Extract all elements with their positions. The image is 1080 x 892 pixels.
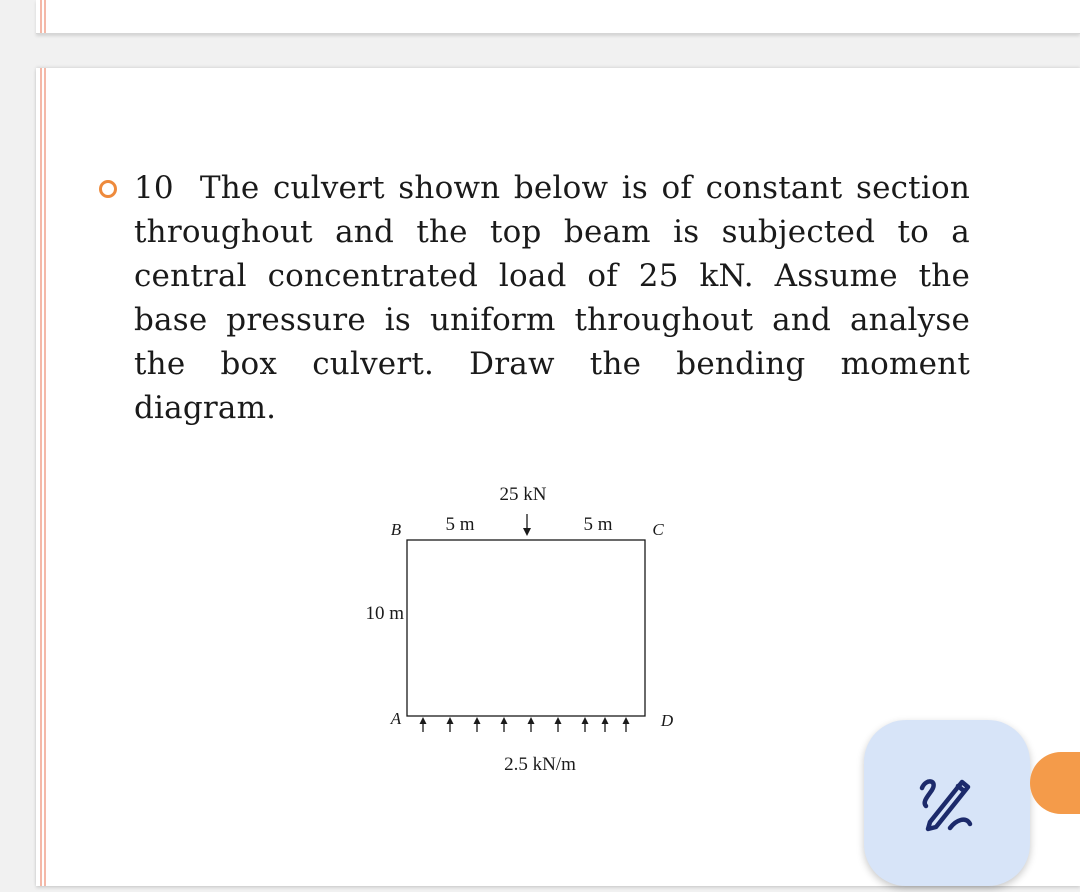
corner-b-label: B — [390, 520, 402, 539]
arrow-up-icon — [602, 717, 609, 732]
question-number: 10 — [134, 170, 174, 206]
annotate-fab-button[interactable] — [864, 720, 1030, 886]
corner-d-label: D — [660, 711, 674, 730]
margin-line-right — [44, 0, 46, 33]
previous-page — [36, 0, 1080, 34]
corner-a-label: A — [390, 709, 402, 728]
culvert-diagram-svg — [340, 470, 700, 790]
arrow-up-icon — [623, 717, 630, 732]
pen-edit-icon — [916, 772, 978, 834]
load-label: 25 kN — [499, 484, 547, 505]
circle-bullet-icon — [99, 180, 117, 198]
arrow-up-icon — [474, 717, 481, 732]
culvert-diagram — [340, 470, 700, 790]
arrow-up-icon — [447, 717, 454, 732]
arrow-up-icon — [420, 717, 427, 732]
right-span-label: 5 m — [583, 514, 613, 535]
left-span-label: 5 m — [445, 514, 475, 535]
arrow-up-icon — [582, 717, 589, 732]
margin-line-left — [40, 68, 42, 886]
corner-c-label: C — [652, 520, 664, 539]
margin-line-right — [44, 68, 46, 886]
base-pressure-arrows — [420, 717, 630, 732]
height-label: 10 m — [365, 603, 404, 624]
arrow-up-icon — [528, 717, 535, 732]
arrow-down-icon — [523, 514, 531, 536]
culvert-frame — [407, 540, 645, 716]
question-paragraph — [134, 166, 970, 430]
arrow-up-icon — [501, 717, 508, 732]
pressure-label: 2.5 kN/m — [504, 754, 576, 775]
arrow-up-icon — [555, 717, 562, 732]
margin-line-left — [40, 0, 42, 33]
question-text: The culvert shown below is of constant section throughout and the top beam is subjected to a central concentrated load of 25 kN. Assume the base pressure is uniform throughout and analyse the box culvert. Draw the bending moment diagram. — [134, 170, 970, 426]
